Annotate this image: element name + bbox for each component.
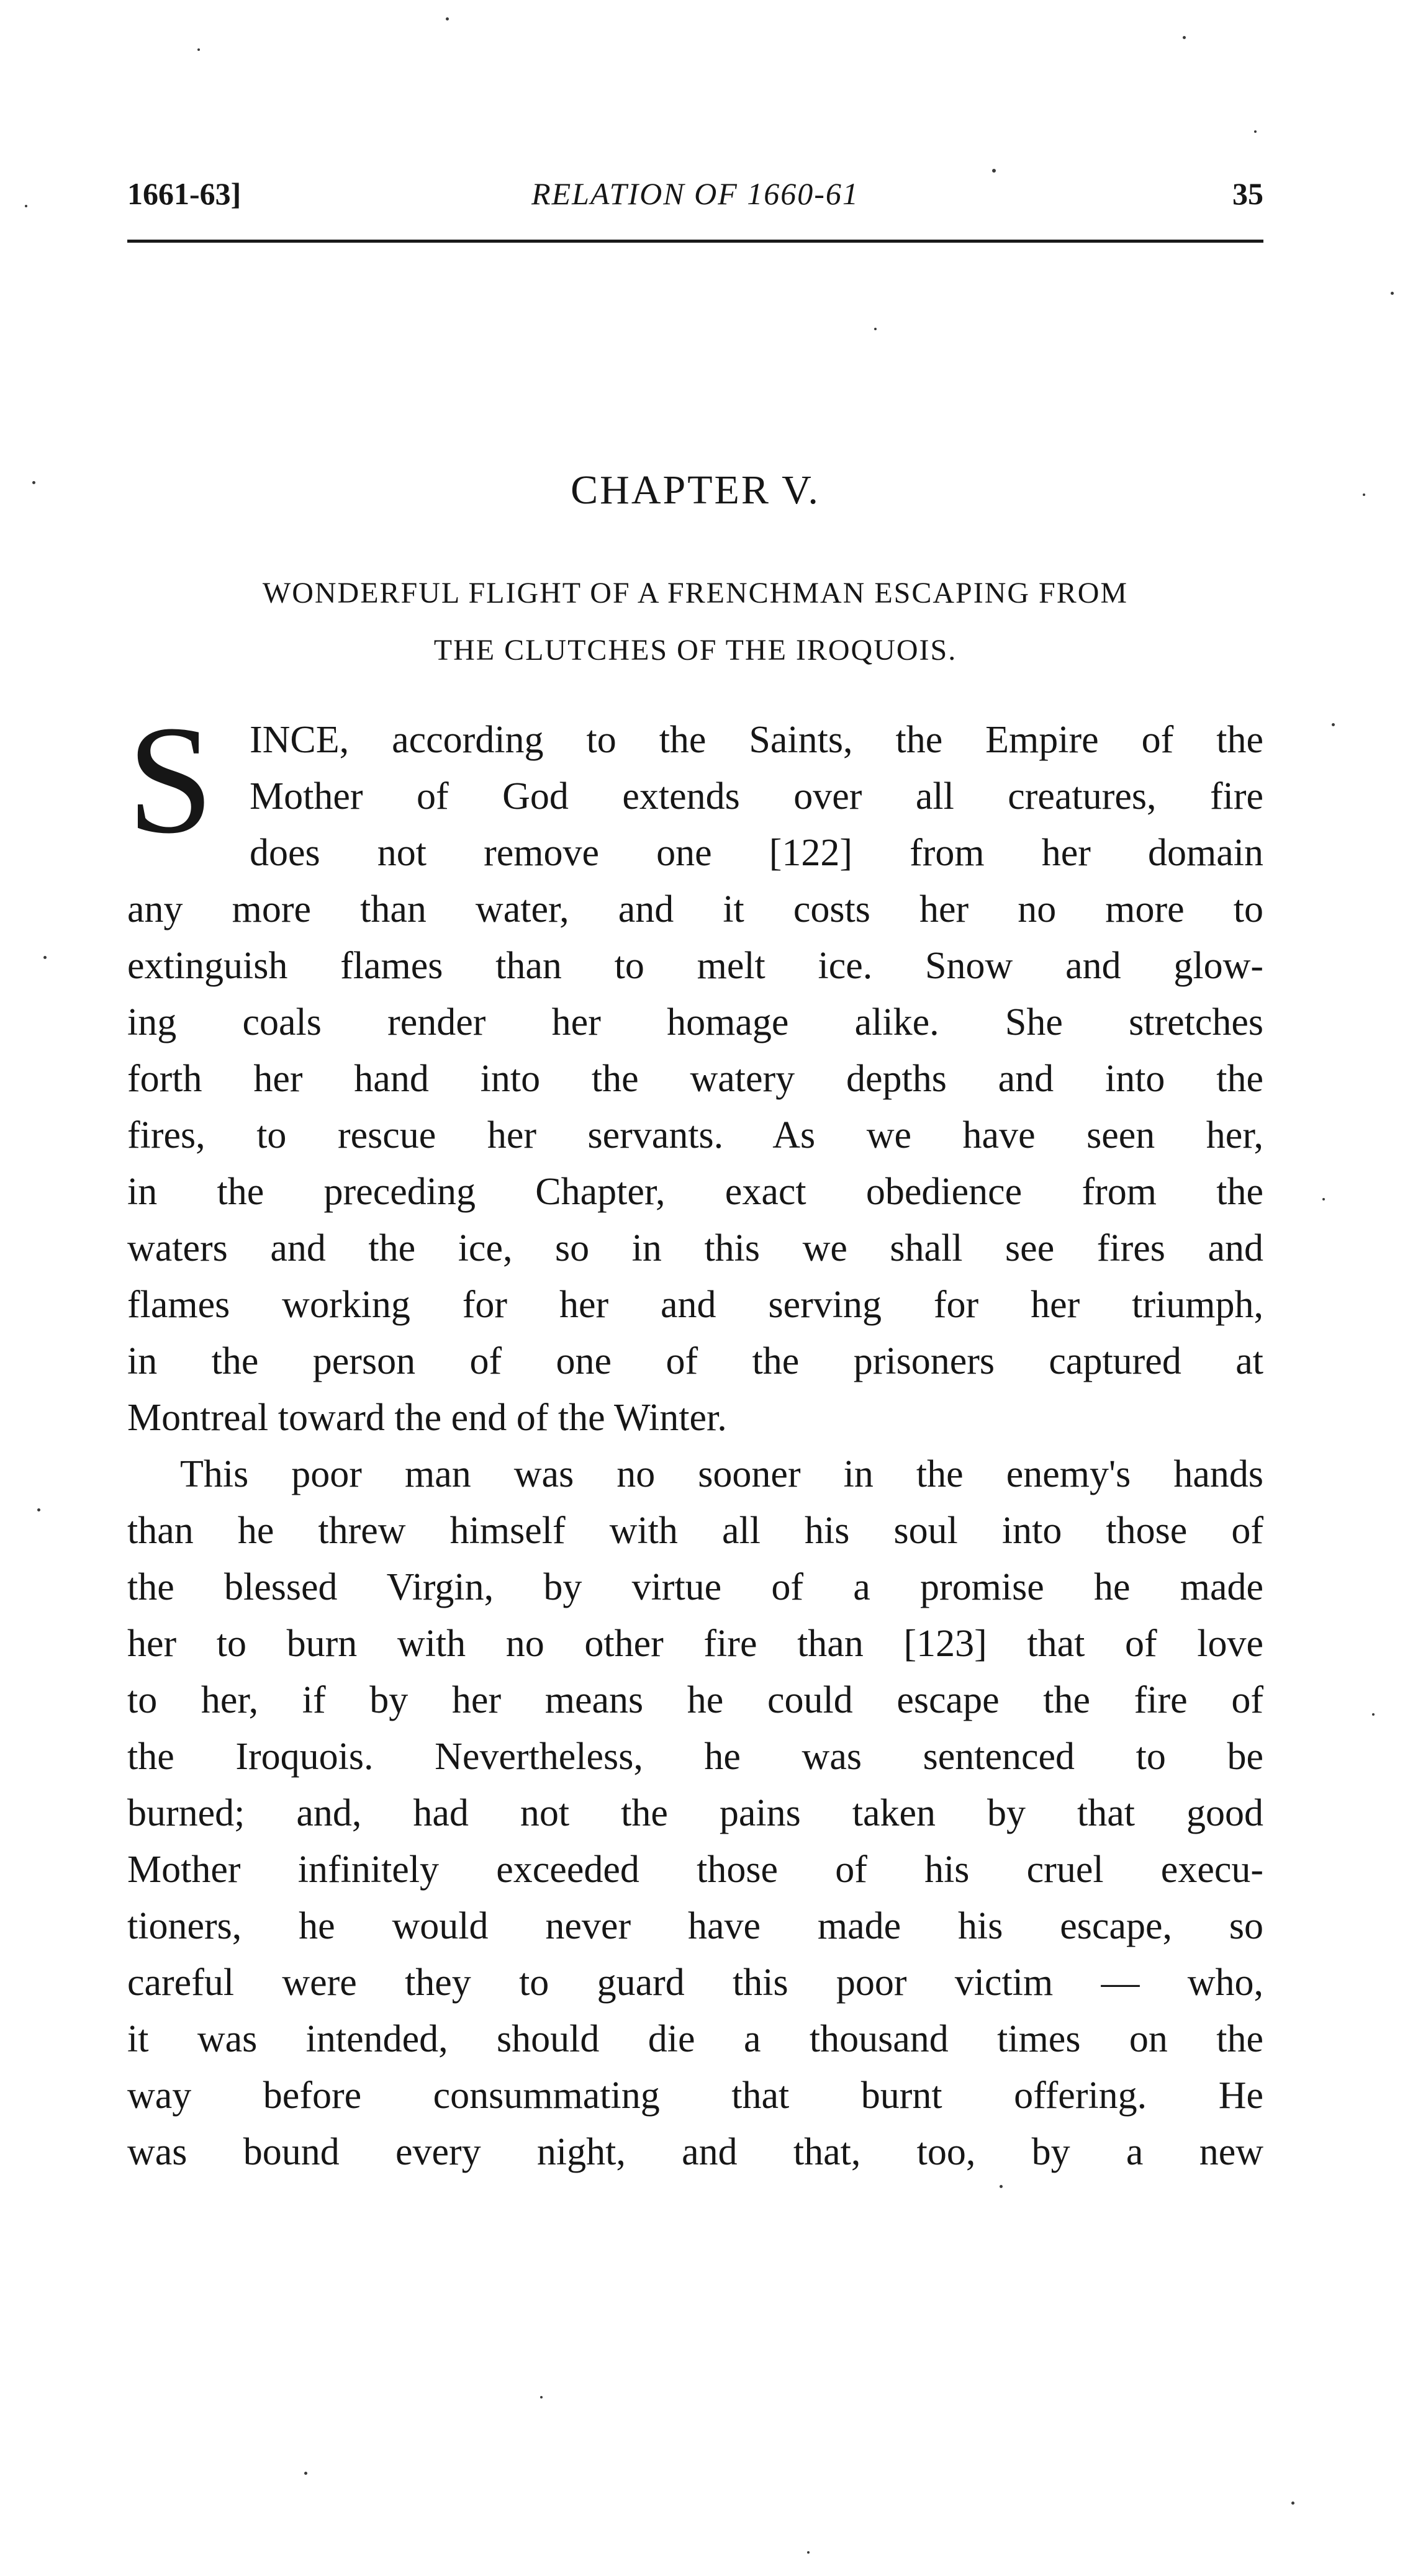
page-number: 35 xyxy=(1232,176,1263,211)
scan-speck xyxy=(874,328,877,330)
scan-speck xyxy=(37,1508,40,1511)
scan-speck xyxy=(25,205,27,207)
text-line: flames working for her and serving for her triumph, xyxy=(127,1284,1263,1326)
text-line: extinguish flames than to melt ice. Snow and glow- xyxy=(127,945,1263,987)
running-head xyxy=(127,169,1263,218)
scan-speck xyxy=(1291,2502,1294,2505)
scan-speck xyxy=(197,48,200,51)
text-line: Mother of God extends over all creatures, fire xyxy=(250,775,1263,817)
text-line: any more than water, and it costs her no more to xyxy=(127,888,1263,930)
scan-speck xyxy=(1372,1713,1375,1716)
text-line: INCE, according to the Saints, the Empire of the xyxy=(250,719,1263,761)
text-line: than he threw himself with all his soul into those of xyxy=(127,1510,1263,1552)
text-line: in the person of one of the prisoners captured at xyxy=(127,1340,1263,1382)
drop-cap: S xyxy=(127,694,214,866)
text-line: forth her hand into the watery depths and into the xyxy=(127,1058,1263,1100)
text-line: This poor man was no sooner in the enemy's hands xyxy=(180,1453,1263,1495)
text-line: careful were they to guard this poor victim — who, xyxy=(127,1961,1263,2004)
text-line: to her, if by her means he could escape the fire of xyxy=(127,1679,1263,1721)
chapter-subtitle-line: THE CLUTCHES OF THE IROQUOIS. xyxy=(433,634,957,667)
text-line: does not remove one [122] from her domain xyxy=(250,832,1263,874)
text-line: in the preceding Chapter, exact obedience from the xyxy=(127,1171,1263,1213)
text-line: Montreal toward the end of the Winter. xyxy=(127,1397,727,1439)
scan-speck xyxy=(304,2472,307,2475)
scan-speck xyxy=(32,481,35,484)
scan-speck xyxy=(1363,493,1365,496)
scan-speck xyxy=(1254,130,1257,133)
scan-speck xyxy=(807,2551,810,2554)
scan-speck xyxy=(1332,723,1335,726)
chapter-subtitle xyxy=(127,565,1263,679)
text-line: ing coals render her homage alike. She stretches xyxy=(127,1001,1263,1043)
text-line: it was intended, should die a thousand times on the xyxy=(127,2018,1263,2060)
scan-speck xyxy=(540,2396,543,2398)
scan-speck xyxy=(446,17,449,20)
text-line: the blessed Virgin, by virtue of a promise he made xyxy=(127,1566,1263,1608)
body-text xyxy=(127,694,1263,2181)
text-line: fires, to rescue her servants. As we have seen her, xyxy=(127,1114,1263,1156)
text-line: way before consummating that burnt offering. He xyxy=(127,2074,1263,2117)
scan-speck xyxy=(1391,292,1394,295)
scan-speck xyxy=(992,169,996,173)
scan-speck xyxy=(43,956,47,959)
text-line: her to burn with no other fire than [123] that of love xyxy=(127,1623,1263,1665)
text-line: tioners, he would never have made his escape, so xyxy=(127,1905,1263,1947)
text-line: Mother infinitely exceeded those of his cruel execu- xyxy=(127,1849,1263,1891)
text-line: waters and the ice, so in this we shall see fires and xyxy=(127,1227,1263,1269)
scan-speck xyxy=(1000,2185,1003,2188)
scan-speck xyxy=(1183,36,1186,39)
chapter-subtitle-line: WONDERFUL FLIGHT OF A FRENCHMAN ESCAPING FROM xyxy=(262,577,1129,610)
scan-speck xyxy=(1322,1198,1325,1200)
header-rule xyxy=(127,240,1263,243)
running-head-title: RELATION OF 1660-61 xyxy=(531,176,859,211)
chapter-title: CHAPTER V. xyxy=(571,467,820,513)
text-line: was bound every night, and that, too, by a new xyxy=(127,2131,1263,2173)
text-line: the Iroquois. Nevertheless, he was sentenced to be xyxy=(127,1736,1263,1778)
text-line: burned; and, had not the pains taken by that good xyxy=(127,1792,1263,1834)
running-head-years: 1661-63] xyxy=(127,176,242,211)
